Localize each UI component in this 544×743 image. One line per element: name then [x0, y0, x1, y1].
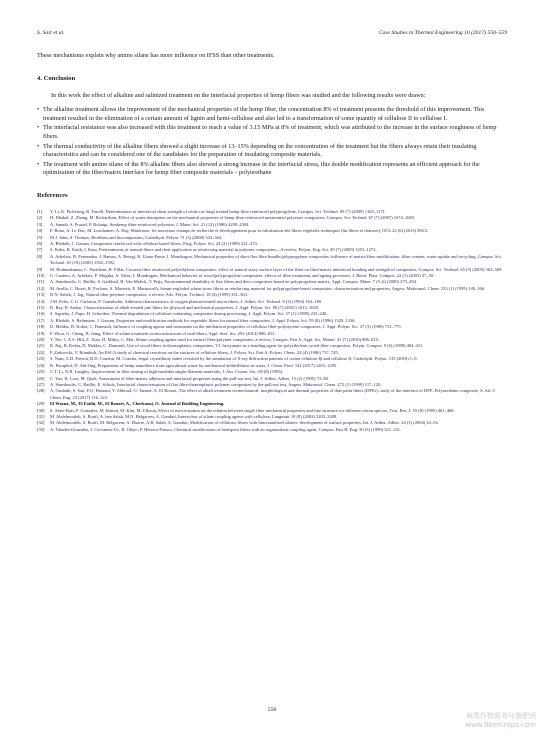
intro-line: These mechanisms explain why amino silane has more influence on IFSS than other treatments. [37, 52, 275, 59]
reference-number: [13] [37, 292, 45, 298]
reference-item [37, 254, 507, 267]
reference-text[interactable]: P. Zadorecki, T. Rönnhult, An ESCA study of chemical reactions on the surfaces of cellulose fibers, J. Polym. Sci. Part A: Polym. Chem. 24 (4) (1986) 737–745. [50, 349, 339, 355]
reference-number: [22] [37, 349, 45, 355]
reference-text[interactable]: A. Bledzki, S. Reihmane, J. Gassan, Properties and modification methods for vegetable fibers for natural fiber composites, J. Appl. Polym. Sci. 59 (8) (1996) 1329–1336. [50, 317, 356, 323]
reference-text[interactable]: M. Abdelmouleh, S. Boufi, A. ben Salah, M.N. Belgacem, A. Gandini, Interaction of silane coupling agents with cellulose, Langmuir 18 (8) (2002) 3203–3208. [50, 413, 338, 419]
watermark-line-2: www.fibercrops.com [465, 721, 536, 729]
reference-number: [26] [37, 375, 45, 381]
reference-text[interactable]: S. Sapieha, J. Pupo, H. Schreiber, Thermal degradation of cellulose-containing composites during processing, J. Appl. Polym. Sci. 37 (1) (1989) 233–240. [50, 311, 328, 317]
reference-text[interactable]: C. Yue, H. Looi, M. Quek, Assessment of fibre-matrix adhesion and interfacial properties using the pull-out test, Int. J. Adhes. Adhes. 15 (2) (1995) 73–80. [50, 375, 330, 381]
reference-text[interactable]: H. Dhakal, Z. Zhang, M. Richardson, Effect of water absorption on the mechanical properties of hemp fibre reinforced unsaturated polyester composites, Compos. Sci. Technol. 67 (7) (2007) 1674–1683. [50, 215, 416, 221]
reference-number: [11] [37, 279, 45, 285]
reference-text[interactable]: M. Abdelmouleh, S. Boufi, M. Belgacem, A. Duarte, A.B. Salah, A. Gandini, Modification of cellulosic fibres with functionalised silanes: development of surface properties, Int. J. Adhes. Adhes. 24 (1) (2004) 43–54. [50, 420, 439, 426]
reference-text[interactable]: A. Oushabi, S. Sair, F.O. Hassani, Y. Abboud, O. Tanane, A. El Bouari, The effect of alkali treatment on mechanical, morphological and thermal properties of date palm fibers (DPFs): study of the interface of DPF–Polyurethane composite, S. Afr. J. Chem. Eng. 23 (2017) 116–123. [50, 388, 496, 400]
reference-number: [29] [37, 401, 45, 407]
reference-number: [18] [37, 324, 45, 330]
reference-text[interactable]: A. Stamboulis, C. Baillie, E. Schulz, Interfacial characterisation of flax fibre-thermoplastic polymer composites by the pull-out test, Angew. Makromol. Chem. 272 (1) (1999) 117–120. [50, 381, 382, 387]
reference-text[interactable]: J.M. Felix, C.G. Carlsson, P. Gatenholm, Adhesion characteristics of oxygen plasma-treated rayon fibers, J. Adhes. Sci. Technol. 8 (2) (1994) 163–180. [50, 298, 323, 304]
reference-text[interactable]: F. Zhou, G. Cheng, B. Jiang, Effect of silane treatment on microstructure of sisal fibers, Appl. Surf. Sci. 292 (2014) 806–812. [50, 330, 276, 336]
page-number: 558 [267, 707, 277, 713]
reference-text[interactable]: K. Pacaphol, D. Aht-Ong, Preparation of hemp nanofibers from agricultural waste by mechanical defibrillation in water, J. Clean. Prod. 142 (2017) 1283–1295. [50, 362, 338, 368]
reference-number: [16] [37, 311, 45, 317]
reference-text[interactable]: D. Ray, B. Sarkar, Characterization of alkali-treated jute fibers for physical and mechanical properties, J. Appl. Polym. Sci. 80 (7) (2001) 1013–1020. [50, 305, 320, 311]
reference-number: [23] [37, 356, 45, 362]
reference-text[interactable]: A. Stamboulis, C. Baillie, S. Garkhail, H. Van Melick, T. Peijs, Environmental durability of flax fibres and their composites based on polypropylene matrix, Appl. Compos. Mater. 7 (5–6) (2000) 273–294. [50, 279, 417, 285]
reference-text[interactable]: R. Raj, B. Kokta, D. Maldas, C. Daneault, Use of wood fibers in thermoplastic composites: VI. Isocyanate as a bonding agent for polyethylene–wood fiber composites, Polym. Compos. 9 (6) (1988) 404–411. [50, 343, 424, 349]
reference-text[interactable]: A. Sanadi, S. Prasad, P. Rohatgi, Sunhemp fibre-reinforced polyester, J. Mater. Sci. 21 (12) (1986) 4299–4304. [50, 221, 250, 227]
reference-number: [8] [37, 253, 43, 259]
running-header-journal: Case Studies in Thermal Engineering 10 (2017) 550–559 [378, 30, 507, 36]
reference-text[interactable]: G. Cantero, A. Arbelaiz, F. Mugika, A. Valea, I. Mondragon, Mechanical behavior of wood/polypropylene composites: effects of fibre treatments and ageing processes, J. Reinf. Plast. Compos. 22 (1) (2003) 37–50. [50, 273, 435, 278]
reference-text[interactable]: Y. Li, K. Pickering, R. Farrell, Determination of interfacial shear strength of white rot fungi treated hemp fibre reinforced polypropylene, Compos. Sci. Technol. 69 (7) (2009) 1165–1171. [50, 208, 386, 214]
bullet-item: • The interfacial resistance was also increased with this treatment to reach a value of 3.15 MPa at 8% of treatment, which was attributed to the increase in the surface roughness of hemp fibers. [37, 124, 507, 141]
reference-text[interactable]: C.T. Li, N.R. Langley, Improvement in fiber testing of high-modulus single-filament materials, J. Am. Ceram. Soc. 68 (8) (1985). [50, 369, 284, 375]
conclusion-bullets [37, 106, 507, 178]
reference-number: [2] [37, 215, 43, 221]
reference-number: [21] [37, 343, 45, 349]
bullet-item: • The treatment with amino silane of the 8% alkaline fibers also showed a strong increase in the interfacial stress, this double modification represents an efficient approach for the optimization of the fiber/matrix interface for hemp fiber composite materials – polyurethane [37, 161, 507, 178]
reference-number: [31] [37, 413, 45, 419]
reference-number: [6] [37, 240, 43, 246]
reference-text[interactable]: D.N. Saheb, J. Jog, Natural fiber polymer composites: a review, Adv. Polym. Technol. 18 (4) (1999) 351–363. [50, 292, 248, 298]
reference-item [37, 427, 507, 433]
reference-text[interactable]: S. Alavi-Rafi, F. Gonzalez, M. Kamal, M. Kim, M. Elkoun, Effect of mercerization on the relation between single fiber mechanical properties and fine structure for different cotton species, Text. Res. J. 55 (8) (1985) 461–468. [50, 407, 455, 413]
reference-text[interactable]: S. Kalia, B. Kaith, I. Kaur, Pretreatments of natural fibers and their application as reinforcing material in polymer composites—A review, Polym. Eng. Sci. 49 (7) (2009) 1253–1272. [50, 247, 377, 253]
reference-number: [24] [37, 362, 45, 368]
page-body [37, 52, 507, 433]
reference-number: [12] [37, 285, 45, 291]
reference-number: [30] [37, 407, 45, 413]
watermark [465, 712, 536, 730]
reference-number: [17] [37, 317, 45, 323]
conclusion-heading: 4. Conclusion [37, 74, 76, 82]
reference-number: [19] [37, 330, 45, 336]
references-list [37, 209, 507, 433]
reference-number: [33] [37, 426, 45, 432]
reference-text[interactable]: M. Avella, C. Bozzi, R. Forfone, A. Marzetti, E. Martuscelli, Steam-exploded wheat straw fibres as reinforcing material for polypropylene-based composites. characterization and properties, Angew. Makromol. Chem. 233 (1) (1995) 149–166. [50, 285, 486, 291]
reference-text[interactable]: M. Brahmakumar, C. Pavithran, R. Pillai, Coconut fibre reinforced polyethylene composites: effect of natural waxy surface layer of the fibre on fibre/matrix interfacial bonding and strength of composites, Compos. Sci. Technol. 65 (3) (2005) 563–569. [50, 266, 503, 272]
reference-text[interactable]: F. Bono, A. Le Duc, M. Lonchamet, A. Day, Matériaux: les nouveaux champs de recherche et développement pour la valorisation des fibres végétales techniques (lin fibres et chanvre), OCL 22 (6) (2015) D613. [50, 228, 429, 234]
reference-number: [28] [37, 388, 45, 394]
reference-item [37, 388, 507, 401]
bullet-item: • The thermal conductivity of the alkaline fibers showed a slight increase of 13–15% depending on the concentration of the treatment but the fibers always retain their insulating characteristics and can be considered one of the candidates for the preparation of insulating composite materials. [37, 143, 507, 160]
reference-number: [27] [37, 381, 45, 387]
reference-number: [25] [37, 369, 45, 375]
reference-text[interactable]: A. Valadez-Gonzalez, J. Cervantes-Uc, R. Olayo, P. Herrera-Franco, Chemical modification of henequen fibers with an organosilane coupling agent, Compos. Part B: Eng. 30 (3) (1999) 321–331. [50, 426, 402, 432]
reference-number: [4] [37, 228, 43, 234]
reference-number: [9] [37, 266, 43, 272]
running-header-authors: S. Sair et al. [37, 30, 65, 36]
reference-number: [15] [37, 305, 45, 311]
reference-number: [1] [37, 208, 43, 214]
reference-text[interactable]: A. Arbelaiz, B. Fernandez, J. Ramos, A. Retegi, R. Llano-Ponte, I. Mondragon, Mechanical properties of short flax fibre bundle/polypropylene composites: influence of matrix/fibre modification, fibre content, water uptake and recycling, Compos. Sci. Technol. 65 (10) (2005) 1582–1592. [50, 253, 502, 266]
reference-text[interactable]: Y. Xie, C.A.S. Hill, Z. Xiao, H. Militz, C. Mai, Silane coupling agents used for natural fiber/polymer composites: a review, Compos. Part A: Appl. Sci. Manuf. 41 (7) (2010) 806–819. [50, 337, 379, 343]
references-heading: References [37, 191, 68, 199]
reference-number: [32] [37, 420, 45, 426]
reference-text[interactable]: S. Nam, A.D. French, B.D. Condon, M. Concha, Segal crystallinity index revisited by the simulation of X-ray diffraction patterns of cotton cellulose Iβ and cellulose II, Carbohydr. Polym. 135 (2016) 1–9. [50, 356, 418, 362]
reference-number: [10] [37, 273, 45, 278]
reference-text: El Wazna, M., El Fatihi, M., El Bouari, A., Cherkaoui, O. Journal of Building Engineering. [50, 401, 225, 407]
reference-text[interactable]: A. Bledzki, J. Gassan, Composites reinforced with cellulose based fibres, Prog. Polym. Sci. 24 (2) (1999) 221–274. [50, 240, 258, 246]
reference-number: [20] [37, 337, 45, 343]
reference-number: [5] [37, 234, 43, 240]
conclusion-paragraph: In this work the effect of alkaline and salinized treatment on the interfacial properties of hemp fibers was studied and the following results were drawn: [51, 91, 426, 99]
reference-number: [7] [37, 247, 43, 253]
watermark-line-1: 麻类作物营养与施肥网 [466, 712, 536, 720]
bullet-item: • The alkaline treatment allows the improvement of the mechanical properties of the hemp fiber, the concentration 8% of treatment presents the threshold of this improvement. This treatment resulted in the elimination of a certain amount of lignin and hemi-cellulose and also led to a transformation of some quantity of cellulose II to cellulose I. [37, 106, 507, 123]
reference-number: [14] [37, 298, 45, 304]
reference-text[interactable]: M.J. John, S. Thomas, Biofibres and biocomposites, Carbohydr. Polym. 71 (3) (2008) 343–364. [50, 234, 223, 240]
reference-number: [3] [37, 221, 43, 227]
reference-text[interactable]: D. Maldas, B. Kokta, C. Daneault, Influence of coupling agents and treatments on the mechanical properties of cellulose fiber-polystyrene composites, J. Appl. Polym. Sci. 37 (3) (1989) 751–775. [50, 324, 402, 330]
